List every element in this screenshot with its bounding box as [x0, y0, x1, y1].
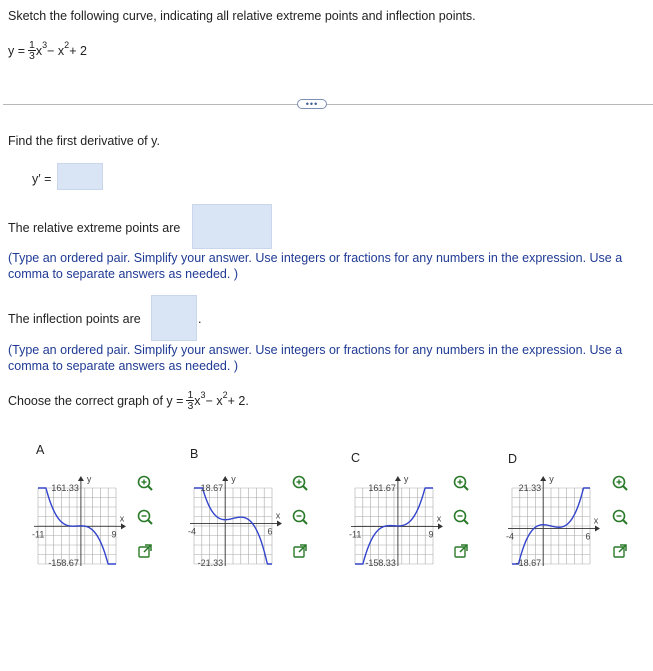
x-max-label: 9	[111, 529, 117, 540]
derivative-answer-box[interactable]	[57, 163, 103, 190]
y-axis-label: y	[403, 474, 409, 484]
equation-mid: − x	[47, 43, 65, 58]
graph-option-letter: B	[190, 447, 199, 461]
x-axis-label: x	[593, 515, 599, 526]
graph-equation-end: .	[245, 393, 249, 408]
graph-thumbnail[interactable]	[504, 474, 604, 569]
graph-thumbnail[interactable]	[186, 474, 286, 569]
y-min-label: -18.67	[515, 558, 542, 568]
graph-fraction-denominator: 3	[187, 400, 194, 412]
x-axis-arrow	[438, 523, 443, 529]
graph-equation-tail: + 2	[227, 393, 246, 408]
y-min-label: -158.33	[365, 558, 396, 568]
y-axis-label: y	[86, 474, 92, 484]
y-axis-label: y	[231, 474, 236, 484]
graph-choice-prompt	[8, 390, 249, 411]
zoom-out-icon[interactable]	[611, 508, 629, 526]
graph-equation-fraction	[186, 390, 194, 411]
x-max-label: 9	[428, 529, 434, 540]
y-max-label: 161.67	[368, 483, 396, 493]
inflection-points-period: .	[198, 312, 202, 326]
graph-fraction-numerator: 1	[187, 389, 194, 401]
equation-x: x	[35, 43, 43, 58]
y-min-label: -158.67	[48, 558, 79, 568]
zoom-out-icon[interactable]	[452, 508, 470, 526]
x-min-label: -4	[506, 531, 515, 542]
x-axis-arrow	[595, 526, 600, 532]
derivative-answer-label: y′ =	[32, 172, 52, 186]
inflection-points-hint: (Type an ordered pair. Simplify your answer. Use integers or fractions for any numbers in the expression. Use a comma to separate answers as needed. )	[8, 343, 623, 373]
equation-tail: + 2	[69, 43, 87, 58]
graph-equation-exp3: 3	[200, 389, 206, 400]
extreme-points-answer-box[interactable]	[192, 204, 272, 249]
fraction-denominator: 3	[29, 50, 35, 62]
x-max-label: 6	[267, 526, 273, 537]
y-max-label: 161.33	[51, 483, 79, 493]
x-axis-label: x	[119, 513, 125, 524]
x-axis-arrow	[121, 523, 126, 529]
y-min-label: -21.33	[197, 558, 224, 568]
y-axis-arrow	[78, 476, 84, 481]
y-max-label: 18.67	[200, 483, 224, 493]
x-axis-label: x	[436, 513, 442, 524]
equation-lhs: y =	[8, 43, 26, 58]
x-axis-arrow	[277, 520, 282, 526]
x-min-label: -4	[188, 526, 197, 537]
y-axis-arrow	[395, 476, 401, 481]
zoom-in-icon[interactable]	[291, 474, 309, 492]
zoom-out-icon[interactable]	[291, 508, 309, 526]
x-min-label: -11	[349, 529, 362, 540]
graph-equation-x: x	[194, 393, 201, 408]
graph-option-letter: D	[508, 452, 518, 466]
popout-icon[interactable]	[136, 542, 154, 560]
y-axis-arrow	[540, 476, 546, 481]
equation-exp3: 3	[42, 39, 48, 50]
popout-icon[interactable]	[452, 542, 470, 560]
inflection-points-answer-box[interactable]	[151, 295, 197, 341]
extreme-points-label: The relative extreme points are	[8, 221, 181, 235]
equation-exp2: 2	[64, 39, 70, 50]
popout-icon[interactable]	[611, 542, 629, 560]
graph-equation-exp2: 2	[222, 389, 228, 400]
x-min-label: -11	[32, 529, 45, 540]
more-options-button[interactable]: •••	[297, 99, 327, 109]
extreme-points-hint: (Type an ordered pair. Simplify your answer. Use integers or fractions for any numbers in the expression. Use a comma to separate answers as needed. )	[8, 251, 623, 281]
graph-equation-mid: − x	[205, 393, 223, 408]
section-divider	[3, 104, 653, 105]
graph-thumbnail[interactable]	[30, 474, 130, 569]
x-axis-label: x	[275, 510, 281, 521]
derivative-prompt: Find the first derivative of y.	[8, 134, 160, 148]
graph-thumbnail[interactable]	[347, 474, 447, 569]
y-axis-label: y	[549, 474, 554, 484]
graph-option-letter: A	[36, 443, 45, 457]
problem-prompt: Sketch the following curve, indicating all relative extreme points and inflection points.	[8, 9, 476, 23]
y-max-label: 21.33	[518, 483, 542, 493]
zoom-in-icon[interactable]	[611, 474, 629, 492]
y-axis-arrow	[222, 476, 228, 481]
graph-option-letter: C	[351, 451, 361, 465]
zoom-in-icon[interactable]	[452, 474, 470, 492]
problem-equation	[8, 40, 87, 61]
inflection-points-label: The inflection points are	[8, 312, 141, 326]
popout-icon[interactable]	[291, 542, 309, 560]
fraction-numerator: 1	[29, 39, 35, 51]
x-max-label: 6	[585, 531, 591, 542]
zoom-in-icon[interactable]	[136, 474, 154, 492]
zoom-out-icon[interactable]	[136, 508, 154, 526]
equation-fraction	[28, 40, 36, 61]
graph-choice-label: Choose the correct graph of y =	[8, 393, 184, 408]
